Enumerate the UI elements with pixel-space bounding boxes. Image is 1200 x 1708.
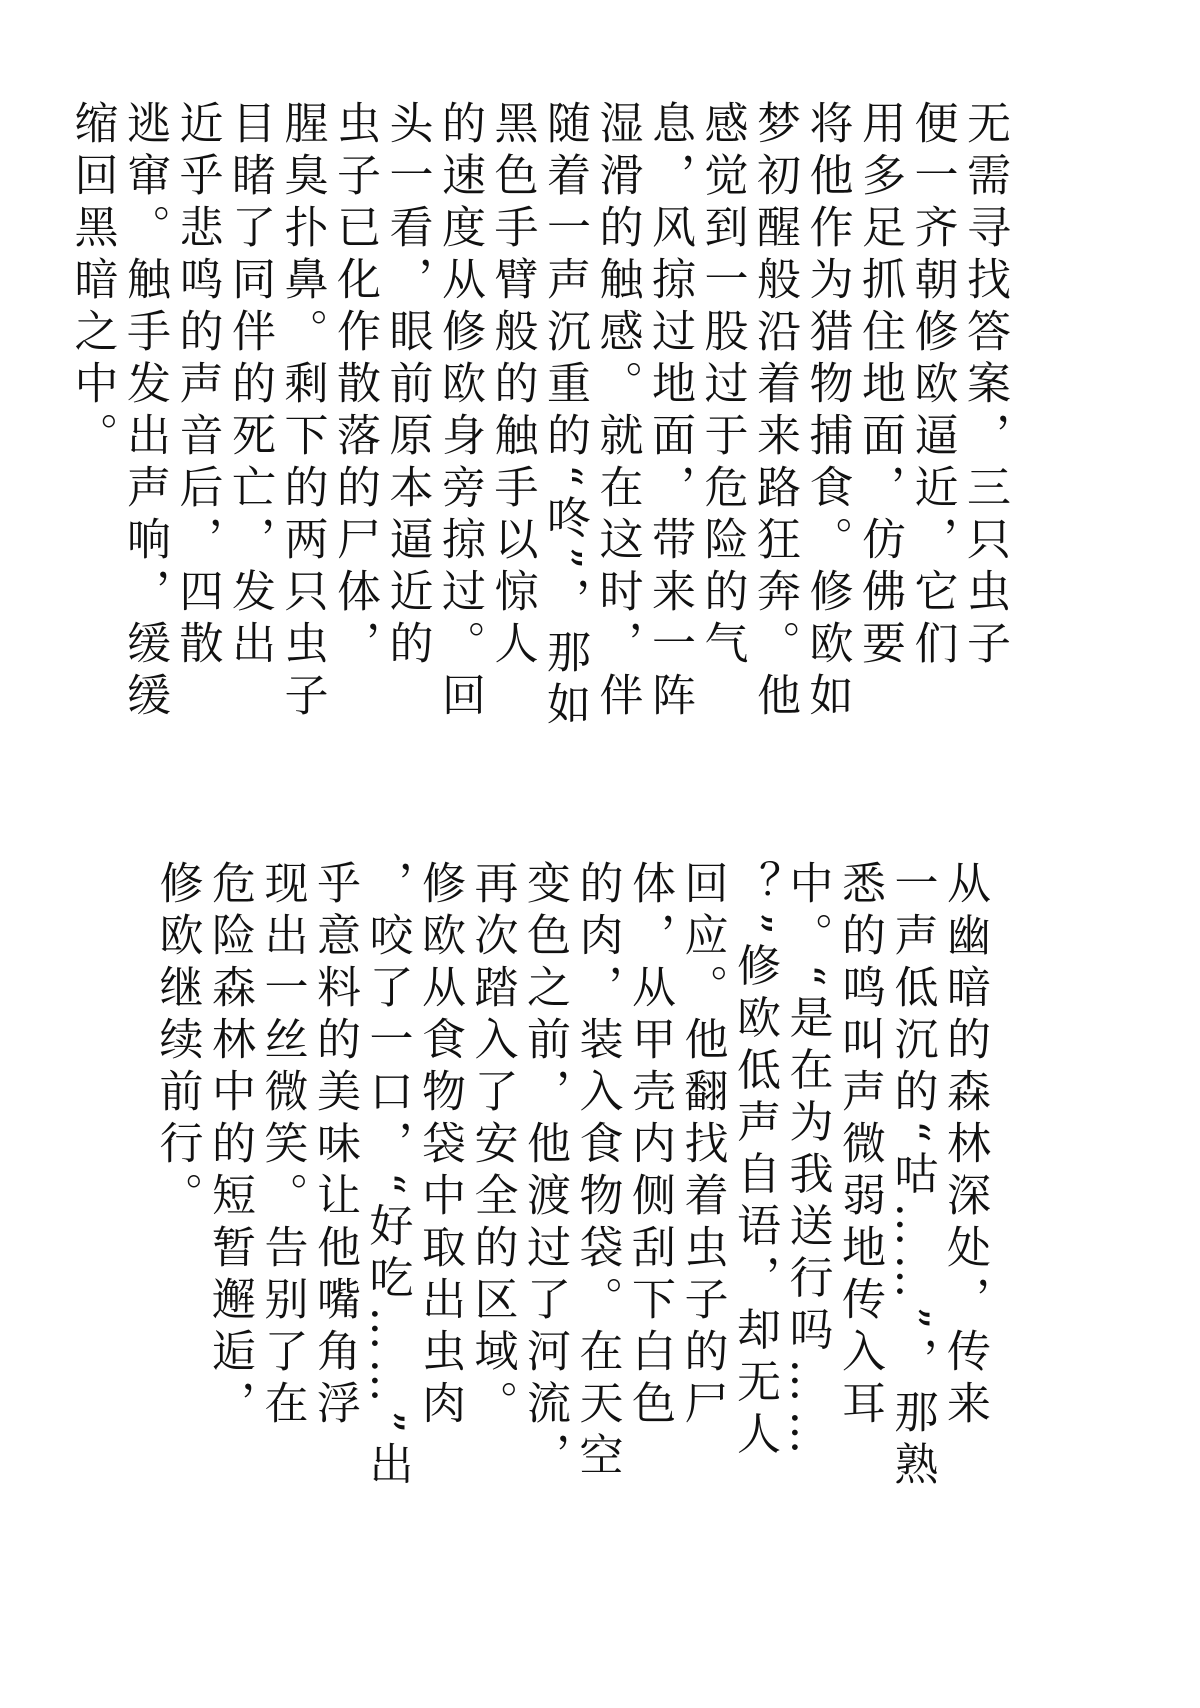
- text-column: 现出一丝微笑。告别了在: [256, 860, 308, 1432]
- text-column: 黑色手臂般的触手以惊人: [486, 100, 538, 672]
- text-column: 变色之前，他渡过了河流，: [519, 860, 570, 1484]
- paragraph-2: [150, 860, 990, 1580]
- text-column: 梦初醒般沿着来路狂奔。他: [749, 100, 800, 724]
- text-column: 湿滑的触感。就在这时，伴: [591, 100, 643, 724]
- text-column: 乎意料的美味让他嘴角浮: [309, 860, 360, 1432]
- text-column: 修欧继续前行。: [151, 860, 203, 1224]
- text-column: 息，风掠过地面，带来一阵: [644, 100, 695, 724]
- text-column: 感觉到一股过于危险的气: [696, 100, 748, 672]
- text-column: 中。“是在为我送行吗……: [781, 860, 833, 1463]
- text-column: 缩回黑暗之中。: [66, 100, 118, 464]
- text-column: 无需寻找答案，三只虫子: [959, 100, 1010, 672]
- text-column: 将他作为猎物捕食。修欧如: [801, 100, 853, 724]
- text-column: 一声低沉的“咕……”，那熟: [886, 860, 938, 1493]
- paragraph-1: [65, 100, 1010, 800]
- text-column: ？”修欧低声自语，却无人: [729, 860, 780, 1463]
- text-column: 悉的鸣叫声微弱地传入耳: [834, 860, 885, 1432]
- text-column: 逃窜。触手发出声响，缓缓: [119, 100, 170, 724]
- text-column: 危险森林中的短暂邂逅，: [204, 860, 255, 1432]
- text-column: 目睹了同伴的死亡，发出: [224, 100, 275, 672]
- text-column: 腥臭扑鼻。剩下的两只虫子: [276, 100, 328, 724]
- text-column: 随着一声沉重的“咚”，那如: [539, 100, 590, 733]
- text-column: 回应。他翻找着虫子的尸: [676, 860, 728, 1432]
- text-column: 虫子已化作散落的尸体，: [329, 100, 380, 672]
- text-column: 的肉，装入食物袋。在天空: [571, 860, 623, 1484]
- text-column: 修欧从食物袋中取出虫肉: [414, 860, 465, 1432]
- text-column: 便一齐朝修欧逼近，它们: [906, 100, 958, 672]
- text-column: ，咬了一口，“好吃……”出: [361, 860, 413, 1493]
- text-column: 用多足抓住地面，仿佛要: [854, 100, 905, 672]
- text-column: 体，从甲壳内侧刮下白色: [624, 860, 675, 1432]
- text-column: 从幽暗的森林深处，传来: [939, 860, 990, 1432]
- text-column: 近乎悲鸣的声音后，四散: [171, 100, 223, 672]
- text-column: 的速度从修欧身旁掠过。回: [434, 100, 485, 724]
- text-column: 头一看，眼前原本逼近的: [381, 100, 433, 672]
- text-column: 再次踏入了安全的区域。: [466, 860, 518, 1432]
